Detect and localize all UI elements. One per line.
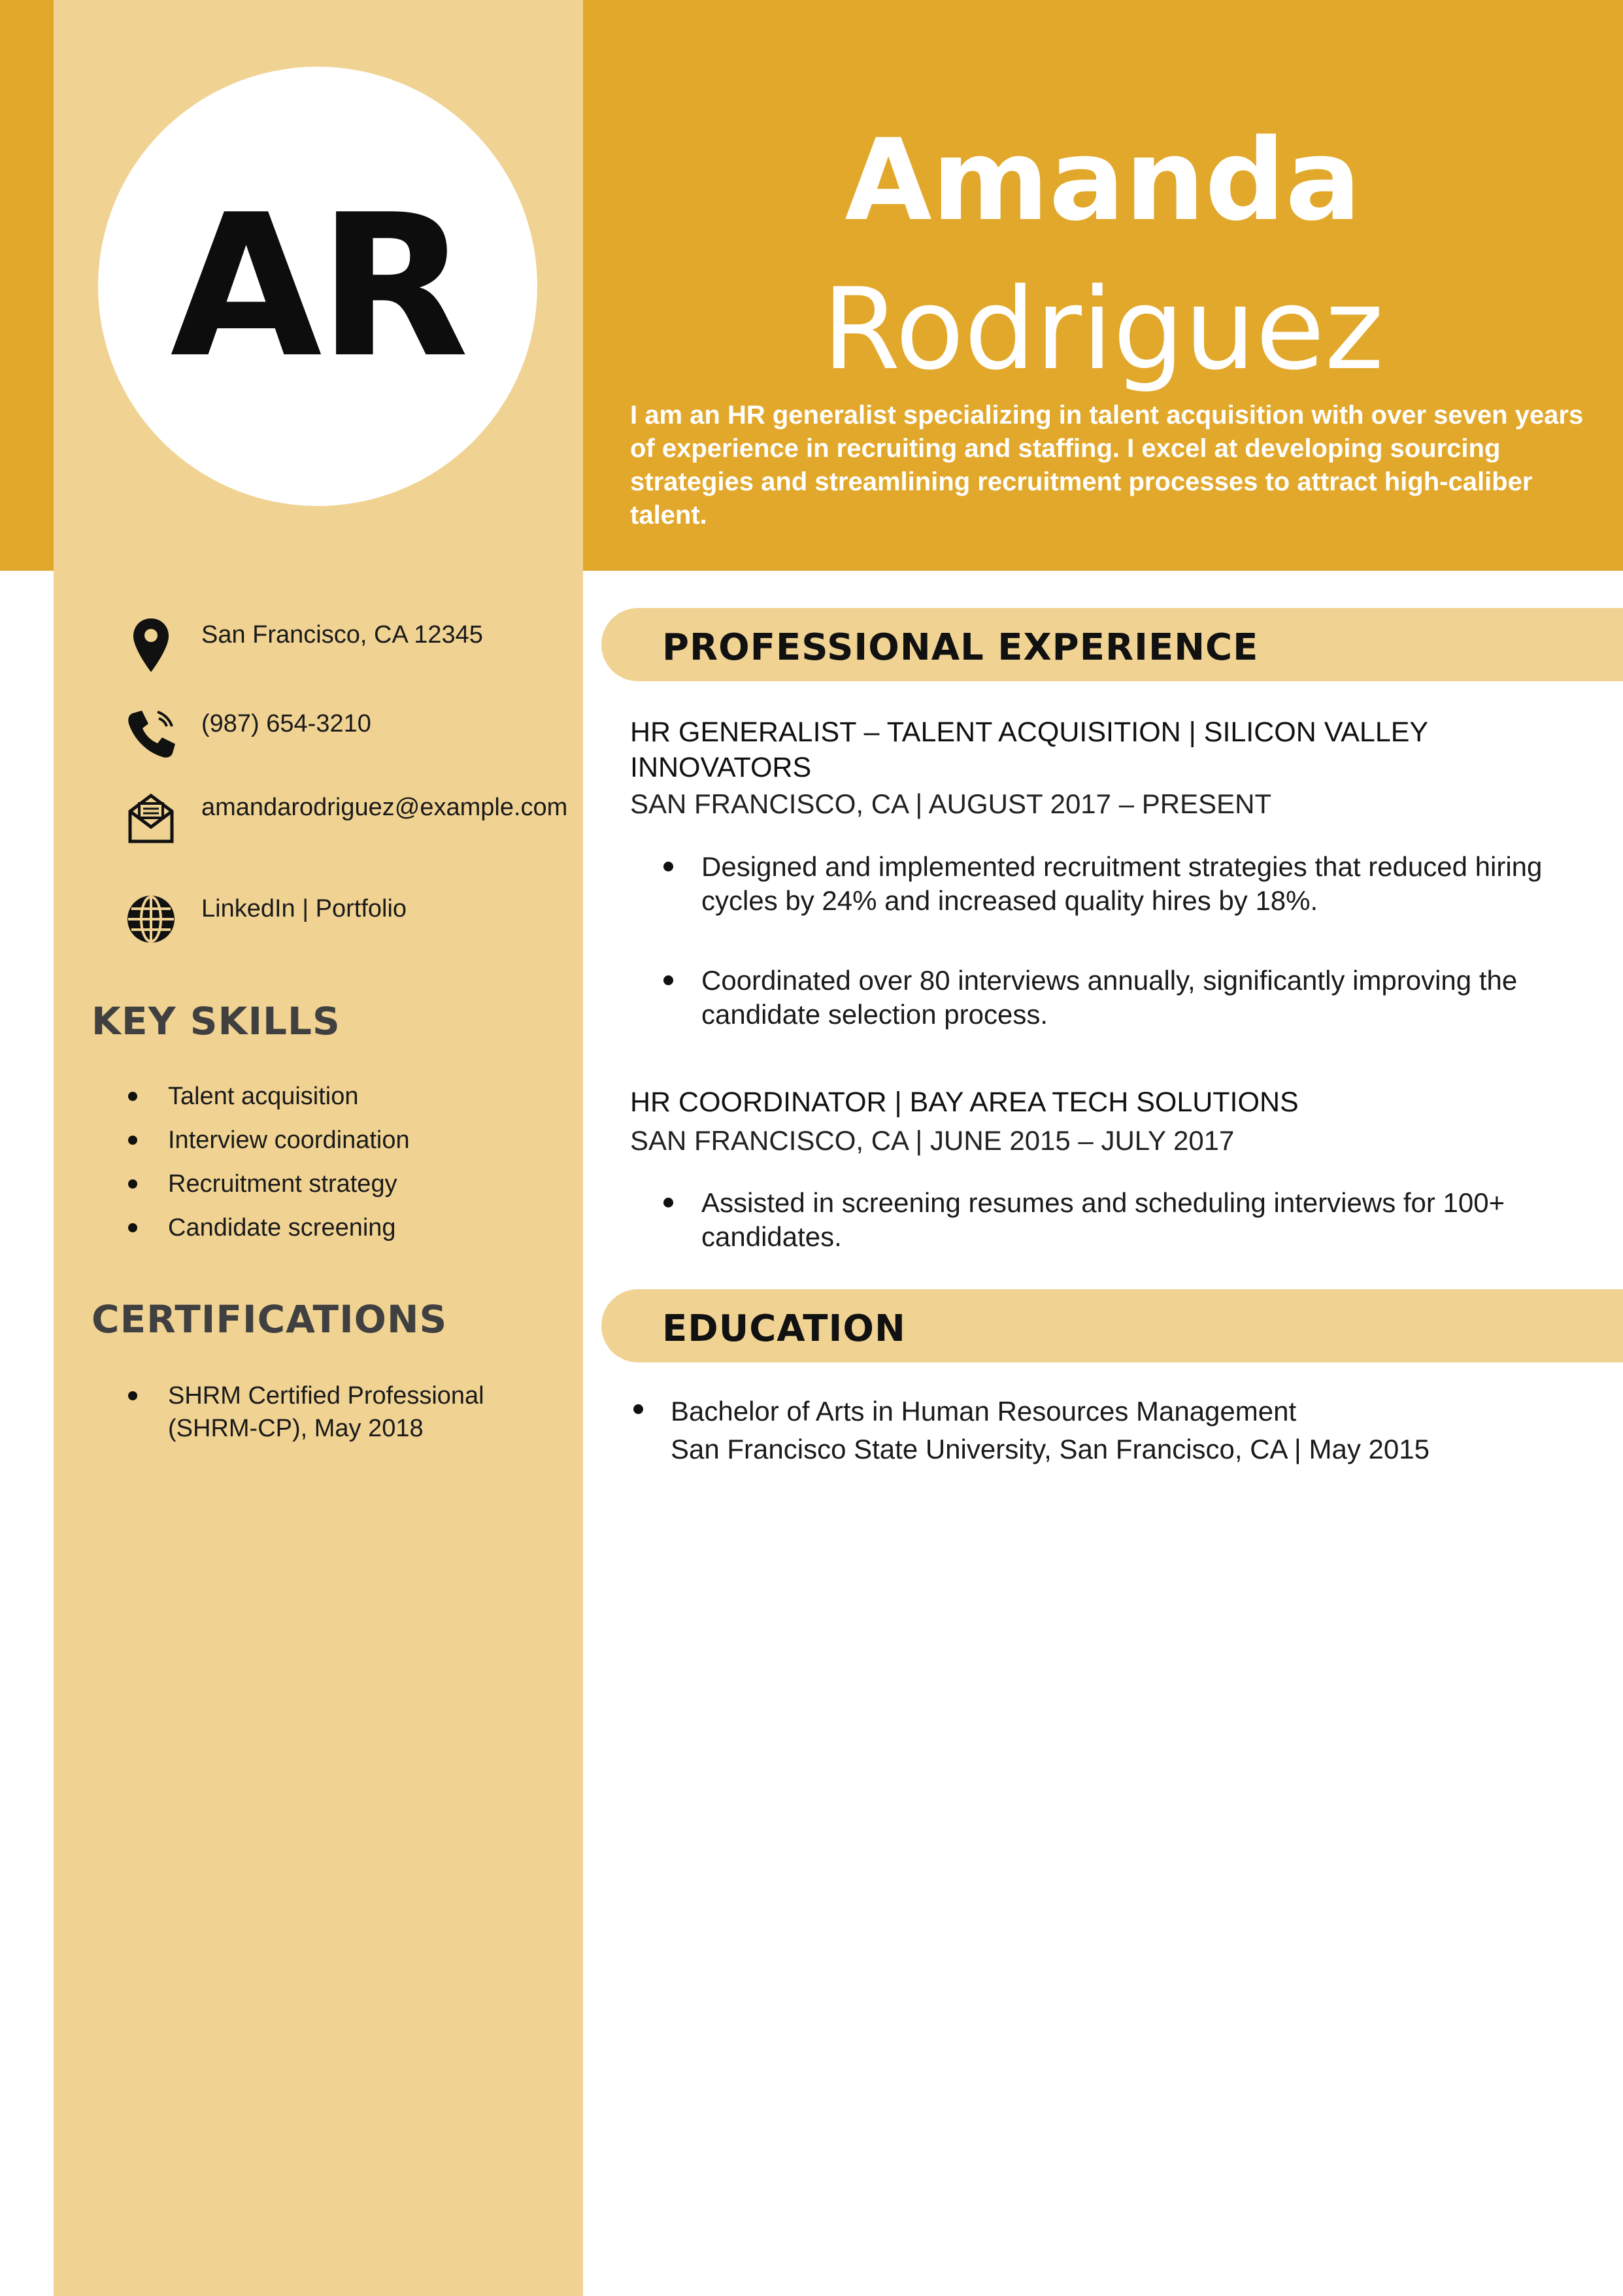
job-meta: SAN FRANCISCO, CA | AUGUST 2017 – PRESENT — [630, 788, 1272, 819]
job-title: HR COORDINATOR | BAY AREA TECH SOLUTIONS — [630, 1087, 1299, 1118]
skills-heading: KEY SKILLS — [92, 999, 341, 1043]
location-text: San Francisco, CA 12345 — [201, 621, 483, 649]
certifications-heading: CERTIFICATIONS — [92, 1297, 448, 1342]
email-text: amandarodriguez@example.com — [201, 794, 568, 821]
experience-heading: PROFESSIONAL EXPERIENCE — [662, 626, 1259, 669]
contact-location — [124, 618, 554, 672]
mail-icon — [124, 791, 178, 845]
first-name: Amanda — [845, 114, 1362, 246]
job-title: HR GENERALIST – TALENT ACQUISITION | SILICON VALLEY INNOVATORS — [630, 717, 1428, 783]
phone-text: (987) 654-3210 — [201, 710, 371, 737]
list-item: Coordinated over 80 interviews annually, significantly improving the candidate selection process. — [660, 964, 1588, 1032]
list-item: Candidate screening — [125, 1211, 410, 1255]
globe-icon — [124, 892, 178, 946]
education-entry — [630, 1393, 1578, 1468]
skills-list — [125, 1080, 410, 1255]
phone-icon — [124, 707, 178, 761]
last-name: Rodriguez — [822, 263, 1384, 395]
education-section-header — [601, 1289, 1623, 1362]
avatar-initials: AR — [170, 172, 465, 401]
list-item: SHRM Certified Professional (SHRM-CP), May 2018 — [125, 1379, 544, 1445]
job-meta: SAN FRANCISCO, CA | JUNE 2015 – JULY 2017 — [630, 1125, 1235, 1156]
location-pin-icon — [124, 618, 178, 672]
contact-links — [124, 892, 554, 946]
education-school: San Francisco State University, San Francisco, CA | May 2015 — [671, 1434, 1430, 1464]
profile-summary: I am an HR generalist specializing in talent acquisition with over seven years of experience in recruiting and staffing. I excel at developing sourcing strategies and streamlining recruitment processes to attract high-caliber talent. — [630, 401, 1584, 530]
education-degree: Bachelor of Arts in Human Resources Management — [671, 1396, 1297, 1427]
experience-section-header — [601, 608, 1623, 681]
list-item: Assisted in screening resumes and scheduling interviews for 100+ candidates. — [660, 1186, 1588, 1254]
avatar — [98, 67, 537, 506]
education-heading: EDUCATION — [662, 1308, 906, 1350]
job-bullets — [660, 1186, 1588, 1254]
list-item: Recruitment strategy — [125, 1168, 410, 1211]
bullet-dot — [633, 1404, 643, 1414]
links-text: LinkedIn | Portfolio — [201, 895, 407, 922]
job-bullets — [660, 850, 1588, 1032]
certifications-list — [125, 1379, 544, 1445]
contact-phone — [124, 707, 554, 761]
list-item: Talent acquisition — [125, 1080, 410, 1124]
list-item: Interview coordination — [125, 1124, 410, 1168]
contact-email — [124, 791, 568, 845]
list-item: Designed and implemented recruitment strategies that reduced hiring cycles by 24% and increased quality hires by 18%. — [660, 850, 1588, 918]
